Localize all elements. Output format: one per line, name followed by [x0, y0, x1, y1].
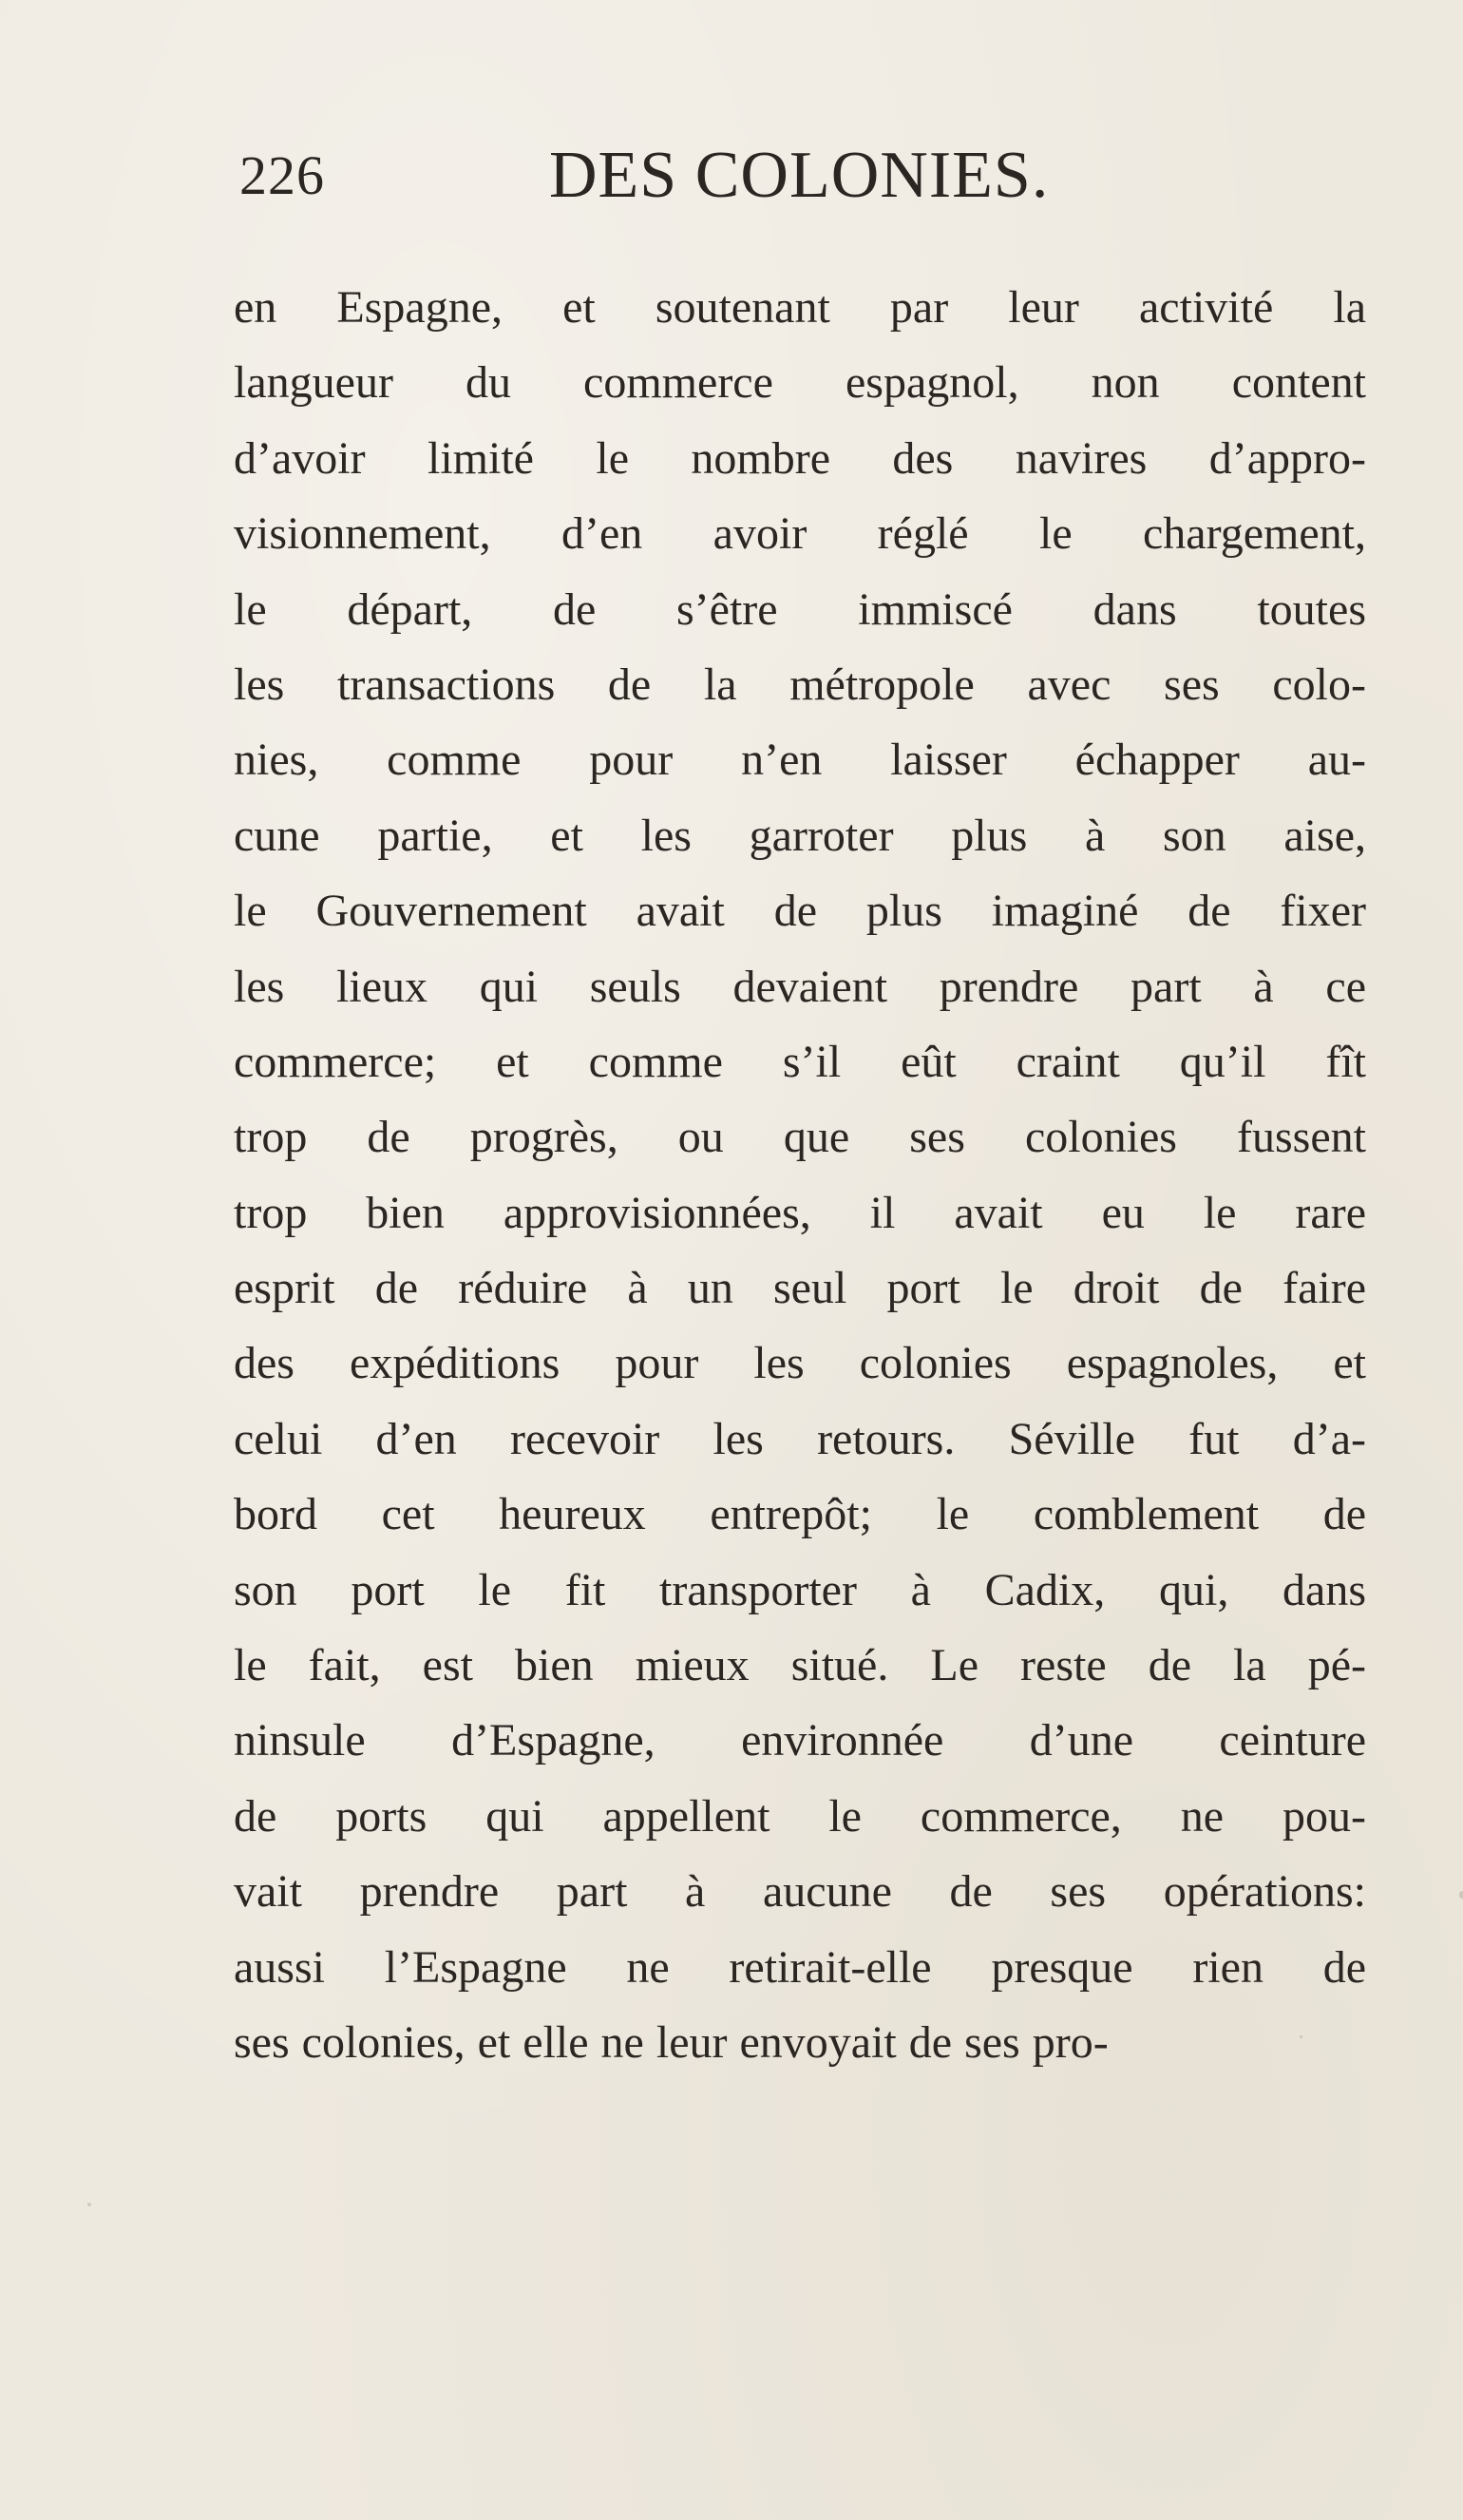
- text-line: de ports qui appellent le commerce, ne pou-: [234, 1790, 1366, 1842]
- text-line: le Gouvernement avait de plus imaginé de fixer: [234, 886, 1366, 937]
- running-title: DES COLONIES.: [549, 139, 1050, 212]
- text-line: les transactions de la métropole avec ses colo-: [234, 659, 1366, 710]
- paper-speck: [1459, 1891, 1463, 1899]
- page-number: 226: [239, 144, 325, 206]
- text-line: visionnement, d’en avoir réglé le chargement,: [234, 508, 1366, 560]
- text-line: son port le fit transporter à Cadix, qui, dans: [234, 1564, 1366, 1615]
- text-line: bord cet heureux entrepôt; le comblement de: [234, 1489, 1366, 1540]
- text-line: cune partie, et les garroter plus à son aise,: [234, 810, 1366, 861]
- paper-speck: [1300, 2035, 1302, 2038]
- text-line: ses colonies, et elle ne leur envoyait de ses pro-: [234, 2016, 1109, 2068]
- text-line: les lieux qui seuls devaient prendre part à ce: [234, 961, 1366, 1012]
- text-line: nies, comme pour n’en laisser échapper au-: [234, 735, 1366, 786]
- paper-speck: [87, 2203, 91, 2206]
- body-text: [234, 270, 1366, 2080]
- text-line: vait prendre part à aucune de ses opérations:: [234, 1866, 1366, 1918]
- running-head: [0, 133, 1463, 219]
- text-line: le départ, de s’être immiscé dans toutes: [234, 583, 1366, 635]
- text-line: d’avoir limité le nombre des navires d’appro-: [234, 432, 1366, 484]
- text-line: commerce; et comme s’il eût craint qu’il fît: [234, 1036, 1366, 1087]
- text-line: en Espagne, et soutenant par leur activité la: [234, 282, 1366, 333]
- text-line: aussi l’Espagne ne retirait-elle presque rien de: [234, 1941, 1366, 1993]
- text-line: celui d’en recevoir les retours. Séville fut d’a-: [234, 1413, 1366, 1464]
- text-line: ninsule d’Espagne, environnée d’une ceinture: [234, 1715, 1366, 1766]
- text-line: esprit de réduire à un seul port le droit de faire: [234, 1263, 1366, 1314]
- text-line: des expéditions pour les colonies espagnoles, et: [234, 1338, 1366, 1389]
- text-line: le fait, est bien mieux situé. Le reste de la pé-: [234, 1640, 1366, 1691]
- text-line: langueur du commerce espagnol, non content: [234, 357, 1366, 409]
- text-line: trop de progrès, ou que ses colonies fussent: [234, 1112, 1366, 1163]
- text-line: trop bien approvisionnées, il avait eu le rare: [234, 1187, 1366, 1238]
